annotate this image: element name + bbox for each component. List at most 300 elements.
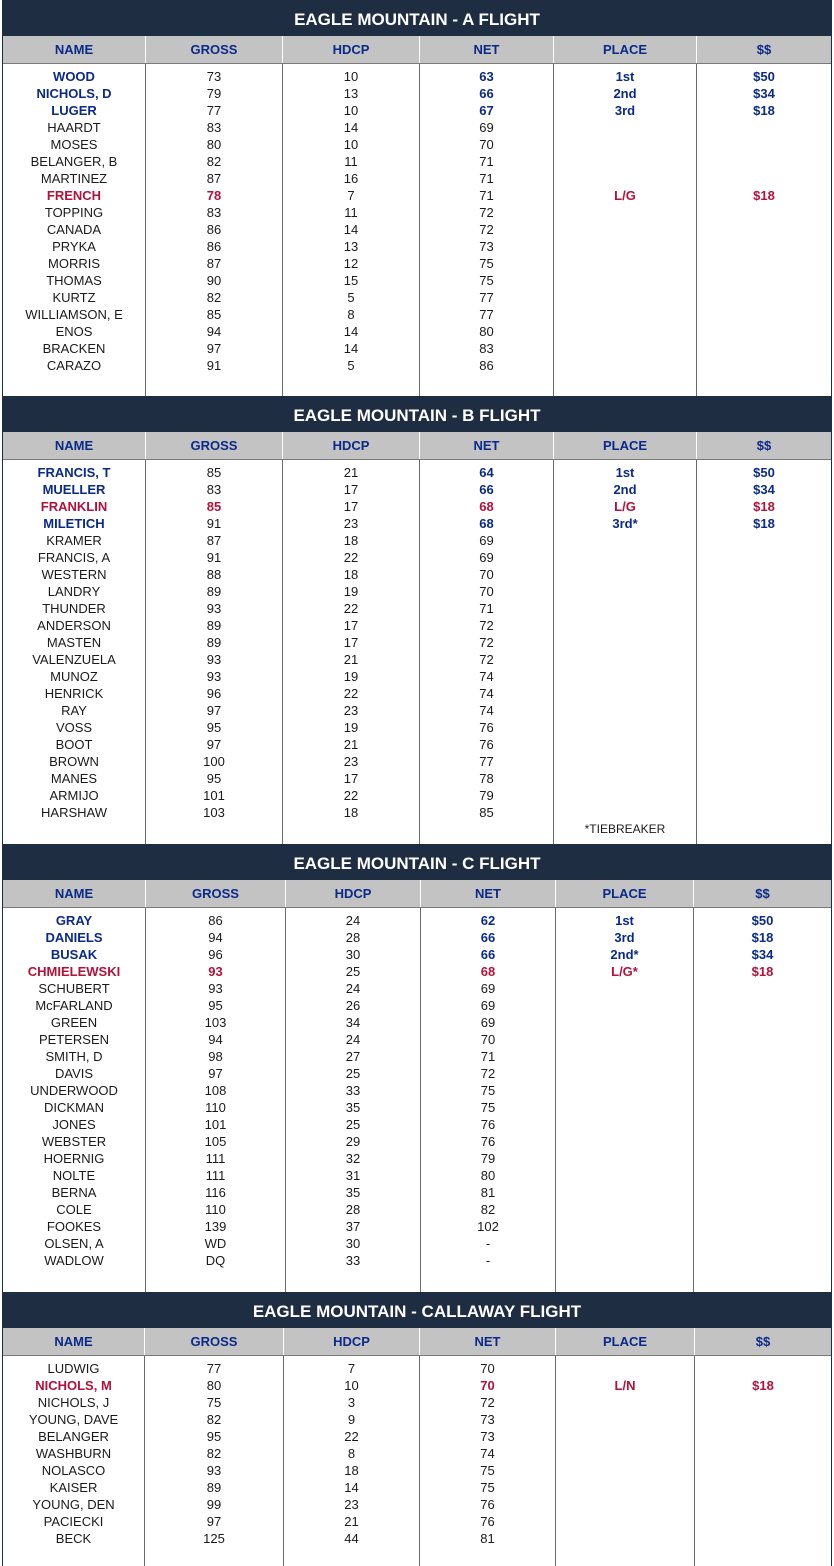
cell-gross: 95 <box>206 1429 222 1444</box>
cell-net: 68 <box>479 499 494 514</box>
cell-gross: 77 <box>206 1361 222 1376</box>
cell-place <box>554 119 696 136</box>
cell-place: 2nd <box>613 86 637 101</box>
cell-name: NICHOLS, D <box>36 86 112 101</box>
cell-hdcp: 3 <box>347 1395 356 1410</box>
cell-hdcp: 14 <box>343 341 359 356</box>
cell-name: HARSHAW <box>41 805 107 820</box>
cell-net: 70 <box>480 1032 496 1047</box>
cell-net: 66 <box>480 930 496 945</box>
cell-gross: 89 <box>206 1480 222 1495</box>
column-header-hdcp: HDCP <box>286 880 421 907</box>
cell-net: 76 <box>480 1134 496 1149</box>
cell-net: 72 <box>479 635 494 650</box>
column-header-row <box>3 432 831 460</box>
cell-gross: 96 <box>208 947 223 962</box>
column-header-net: NET <box>421 880 556 907</box>
cell-hdcp: 18 <box>344 1463 359 1478</box>
cell-money <box>697 600 831 617</box>
cell-net: 75 <box>480 1083 496 1098</box>
cell-money <box>695 1445 831 1462</box>
cell-place <box>556 1530 694 1547</box>
cell-place <box>554 702 696 719</box>
cell-net: 82 <box>480 1202 496 1217</box>
cell-gross: 85 <box>206 307 222 322</box>
column-place <box>554 64 697 396</box>
cell-place <box>554 221 696 238</box>
cell-hdcp: 14 <box>343 222 359 237</box>
cell-net: 66 <box>479 482 494 497</box>
cell-money <box>695 1428 831 1445</box>
cell-gross: 93 <box>208 981 223 996</box>
cell-net: 74 <box>479 703 494 718</box>
cell-money <box>697 204 831 221</box>
cell-money <box>694 1133 831 1150</box>
cell-hdcp: 15 <box>343 273 359 288</box>
cell-net: 79 <box>479 788 494 803</box>
column-header-hdcp: HDCP <box>284 1328 420 1355</box>
cell-gross: 100 <box>203 754 225 769</box>
cell-money <box>697 549 831 566</box>
cell-hdcp: 8 <box>347 307 355 322</box>
cell-place <box>554 566 696 583</box>
cell-gross: 139 <box>204 1219 227 1234</box>
column-header-row <box>3 1328 831 1356</box>
cell-place <box>554 651 696 668</box>
cell-place <box>556 1031 693 1048</box>
cell-name: MARTINEZ <box>40 171 108 186</box>
cell-gross: 101 <box>203 788 225 803</box>
cell-net: 77 <box>479 290 494 305</box>
column-money <box>694 908 831 1292</box>
cell-name: MUELLER <box>42 482 106 497</box>
cell-place <box>554 238 696 255</box>
cell-place <box>554 583 696 600</box>
cell-name: BELANGER <box>38 1429 109 1444</box>
cell-gross: 87 <box>206 171 222 186</box>
cell-hdcp: 19 <box>343 584 359 599</box>
cell-money <box>694 1201 831 1218</box>
flight-section <box>2 1292 832 1566</box>
cell-name: ENOS <box>55 324 93 339</box>
cell-hdcp: 9 <box>347 1412 356 1427</box>
cell-hdcp: 17 <box>343 635 359 650</box>
cell-net: 78 <box>479 771 494 786</box>
column-header-gross: GROSS <box>146 432 283 459</box>
column-header-hdcp: HDCP <box>283 36 420 63</box>
cell-net: 72 <box>479 618 494 633</box>
flight-table-body <box>3 460 831 844</box>
cell-name: DAVIS <box>54 1066 94 1081</box>
cell-net: 70 <box>479 567 494 582</box>
cell-name: PACIECKI <box>43 1514 104 1529</box>
column-place <box>554 460 697 844</box>
cell-name: WADLOW <box>44 1253 104 1268</box>
cell-money <box>695 1360 831 1377</box>
column-net <box>421 908 556 1292</box>
cell-name: MORRIS <box>48 256 100 271</box>
cell-money <box>697 719 831 736</box>
cell-net: 77 <box>479 754 494 769</box>
cell-hdcp: 44 <box>344 1531 359 1546</box>
cell-net: 83 <box>479 341 494 356</box>
cell-money <box>697 153 831 170</box>
cell-place <box>554 753 696 770</box>
cell-place <box>556 1360 694 1377</box>
cell-gross: 103 <box>204 1015 227 1030</box>
cell-place: 3rd* <box>612 516 638 531</box>
cell-name: KRAMER <box>46 533 102 548</box>
results-page <box>2 0 832 1566</box>
cell-money: $18 <box>753 103 775 118</box>
cell-place: 1st <box>615 465 635 480</box>
cell-gross: 89 <box>206 635 222 650</box>
cell-net: 68 <box>480 964 496 979</box>
cell-net: 62 <box>480 913 496 928</box>
cell-net: 76 <box>479 737 494 752</box>
cell-net: 69 <box>479 550 494 565</box>
cell-gross: 77 <box>206 103 222 118</box>
cell-hdcp: 37 <box>345 1219 361 1234</box>
cell-hdcp: 33 <box>345 1253 361 1268</box>
column-place <box>556 908 694 1292</box>
column-money <box>697 64 831 396</box>
column-header-net: NET <box>420 36 554 63</box>
cell-name: VALENZUELA <box>32 652 116 667</box>
cell-hdcp: 33 <box>345 1083 361 1098</box>
cell-place <box>556 1133 693 1150</box>
cell-money <box>697 119 831 136</box>
cell-name: SMITH, D <box>45 1049 103 1064</box>
cell-hdcp: 22 <box>343 788 359 803</box>
cell-net: 81 <box>480 1531 495 1546</box>
cell-hdcp: 10 <box>343 103 359 118</box>
flight-title: EAGLE MOUNTAIN - A FLIGHT <box>3 0 831 36</box>
cell-money <box>697 651 831 668</box>
column-header-money: $$ <box>756 438 772 453</box>
column-gross <box>146 64 283 396</box>
cell-place <box>556 1048 693 1065</box>
cell-place: 2nd <box>613 482 637 497</box>
cell-gross: DQ <box>205 1253 226 1268</box>
cell-hdcp: 24 <box>345 913 361 928</box>
cell-money <box>697 306 831 323</box>
cell-gross: 83 <box>206 205 222 220</box>
cell-hdcp: 19 <box>343 669 359 684</box>
cell-gross: 111 <box>205 1151 226 1166</box>
flight-section <box>2 0 832 396</box>
cell-place: L/G <box>614 188 636 203</box>
flight-title: EAGLE MOUNTAIN - B FLIGHT <box>3 396 831 432</box>
cell-gross: 90 <box>206 273 222 288</box>
cell-gross: 99 <box>206 1497 222 1512</box>
cell-place <box>556 997 693 1014</box>
cell-money <box>694 1167 831 1184</box>
cell-money <box>695 1394 831 1411</box>
cell-money <box>694 1014 831 1031</box>
cell-place: 1st <box>615 913 634 928</box>
cell-hdcp: 23 <box>343 703 359 718</box>
column-header-gross: GROSS <box>145 1328 284 1355</box>
cell-place <box>556 1462 694 1479</box>
cell-net: - <box>485 1253 491 1268</box>
cell-place: 1st <box>615 69 635 84</box>
cell-money <box>694 1116 831 1133</box>
cell-gross: 78 <box>206 188 222 203</box>
cell-hdcp: 25 <box>345 1066 361 1081</box>
column-hdcp <box>284 1356 420 1566</box>
cell-place <box>556 1479 694 1496</box>
cell-net: 71 <box>479 601 494 616</box>
cell-hdcp: 13 <box>343 239 359 254</box>
cell-place <box>554 340 696 357</box>
cell-net: 71 <box>479 171 494 186</box>
cell-money <box>697 668 831 685</box>
cell-place <box>554 668 696 685</box>
cell-place <box>554 153 696 170</box>
cell-money: $34 <box>753 86 775 101</box>
cell-net: 71 <box>479 188 494 203</box>
cell-money <box>697 770 831 787</box>
column-header-place: PLACE <box>554 36 697 63</box>
cell-gross: 97 <box>206 737 222 752</box>
cell-hdcp: 11 <box>344 154 358 169</box>
cell-gross: 85 <box>206 465 222 480</box>
cell-place: 3rd <box>614 103 636 118</box>
cell-net: 75 <box>479 273 494 288</box>
cell-net: 70 <box>480 1378 495 1393</box>
cell-gross: 86 <box>206 222 222 237</box>
cell-gross: WD <box>204 1236 227 1251</box>
cell-money <box>697 272 831 289</box>
column-header-place: PLACE <box>556 1328 695 1355</box>
cell-place <box>556 1428 694 1445</box>
cell-place <box>556 1218 693 1235</box>
cell-name: THOMAS <box>46 273 102 288</box>
cell-place <box>556 980 693 997</box>
cell-place <box>556 1116 693 1133</box>
column-header-row <box>3 36 831 64</box>
cell-place <box>554 634 696 651</box>
cell-gross: 97 <box>206 341 222 356</box>
cell-hdcp: 14 <box>344 1480 359 1495</box>
cell-gross: 91 <box>206 516 222 531</box>
cell-name: HOERNIG <box>43 1151 105 1166</box>
tiebreaker-note: *TIEBREAKER <box>584 822 666 836</box>
cell-money: $18 <box>753 516 775 531</box>
cell-gross: 116 <box>205 1185 226 1200</box>
cell-name: BERNA <box>51 1185 97 1200</box>
cell-hdcp: 19 <box>343 720 359 735</box>
cell-name: HAARDT <box>47 120 101 135</box>
cell-money <box>694 1235 831 1252</box>
column-header-name: NAME <box>3 36 146 63</box>
cell-name: VOSS <box>55 720 93 735</box>
column-net <box>420 1356 556 1566</box>
column-header-net: NET <box>420 432 554 459</box>
cell-name: CANADA <box>46 222 102 237</box>
cell-net: 73 <box>480 1429 495 1444</box>
column-place <box>556 1356 695 1566</box>
cell-name: TOPPING <box>44 205 104 220</box>
cell-hdcp: 34 <box>345 1015 361 1030</box>
cell-gross: 93 <box>206 601 222 616</box>
cell-name: BECK <box>55 1531 92 1546</box>
column-name <box>3 1356 145 1566</box>
cell-money <box>694 1218 831 1235</box>
cell-place <box>554 736 696 753</box>
cell-money <box>695 1479 831 1496</box>
cell-money <box>697 221 831 238</box>
cell-name: SCHUBERT <box>38 981 110 996</box>
cell-hdcp: 31 <box>345 1168 361 1183</box>
cell-place <box>556 1513 694 1530</box>
cell-net: 72 <box>480 1066 496 1081</box>
cell-hdcp: 28 <box>345 930 361 945</box>
cell-name: UNDERWOOD <box>30 1083 118 1098</box>
cell-net: 69 <box>480 998 496 1013</box>
cell-money <box>694 1252 831 1269</box>
cell-place <box>556 1496 694 1513</box>
cell-name: BROWN <box>49 754 99 769</box>
cell-net: 69 <box>479 120 494 135</box>
cell-gross: 80 <box>206 1378 222 1393</box>
cell-name: JONES <box>52 1117 96 1132</box>
cell-hdcp: 5 <box>347 358 355 373</box>
cell-gross: 88 <box>206 567 222 582</box>
cell-hdcp: 35 <box>345 1100 361 1115</box>
cell-place: L/G <box>614 499 636 514</box>
cell-money <box>697 289 831 306</box>
column-hdcp <box>283 64 420 396</box>
column-name <box>3 460 146 844</box>
cell-money <box>697 634 831 651</box>
cell-net: 74 <box>479 686 494 701</box>
flight-title: EAGLE MOUNTAIN - C FLIGHT <box>3 844 831 880</box>
cell-hdcp: 28 <box>345 1202 361 1217</box>
cell-gross: 91 <box>206 550 222 565</box>
cell-gross: 110 <box>205 1100 226 1115</box>
cell-hdcp: 16 <box>343 171 359 186</box>
cell-net: 67 <box>479 103 494 118</box>
cell-name: YOUNG, DEN <box>32 1497 115 1512</box>
cell-place <box>554 617 696 634</box>
cell-hdcp: 18 <box>343 533 359 548</box>
column-header-name: NAME <box>3 432 146 459</box>
cell-money <box>697 736 831 753</box>
cell-gross: 108 <box>204 1083 227 1098</box>
cell-name: NICHOLS, M <box>35 1378 112 1393</box>
cell-money <box>697 804 831 821</box>
cell-net: 75 <box>480 1100 496 1115</box>
cell-net: 76 <box>480 1514 495 1529</box>
cell-place <box>554 770 696 787</box>
cell-net: 102 <box>477 1219 499 1234</box>
cell-name: PETERSEN <box>38 1032 110 1047</box>
cell-place <box>556 1235 693 1252</box>
cell-net: 69 <box>480 1015 496 1030</box>
flight-section <box>2 396 832 844</box>
cell-money: $34 <box>753 482 775 497</box>
cell-net: 72 <box>480 1395 495 1410</box>
cell-place <box>556 1082 693 1099</box>
cell-name: FOOKES <box>46 1219 102 1234</box>
cell-hdcp: 17 <box>343 771 359 786</box>
cell-name: FRANCIS, T <box>37 465 111 480</box>
cell-place: 3rd <box>614 930 635 945</box>
cell-net: 69 <box>479 533 494 548</box>
cell-gross: 93 <box>206 652 222 667</box>
cell-hdcp: 11 <box>344 205 358 220</box>
cell-gross: 86 <box>208 913 223 928</box>
cell-money: $34 <box>751 947 774 962</box>
cell-name: BUSAK <box>50 947 98 962</box>
cell-name: LUGER <box>51 103 97 118</box>
cell-gross: 82 <box>206 1412 222 1427</box>
cell-hdcp: 7 <box>347 188 355 203</box>
cell-name: BRACKEN <box>42 341 106 356</box>
cell-hdcp: 32 <box>345 1151 361 1166</box>
cell-place <box>556 1150 693 1167</box>
column-money <box>695 1356 831 1566</box>
cell-place <box>556 1394 694 1411</box>
cell-place <box>556 1065 693 1082</box>
cell-place <box>554 600 696 617</box>
cell-place <box>554 323 696 340</box>
column-header-name: NAME <box>3 1328 145 1355</box>
cell-gross: 97 <box>206 703 222 718</box>
cell-gross: 83 <box>206 120 222 135</box>
cell-net: 66 <box>480 947 496 962</box>
cell-net: 71 <box>480 1049 496 1064</box>
cell-money: $18 <box>751 930 774 945</box>
cell-net: 72 <box>479 222 494 237</box>
cell-hdcp: 18 <box>343 805 359 820</box>
cell-place: L/N <box>614 1378 636 1393</box>
cell-net: 66 <box>479 86 494 101</box>
cell-gross: 87 <box>206 256 222 271</box>
cell-net: 75 <box>480 1480 495 1495</box>
cell-money <box>697 685 831 702</box>
cell-name: FRANCIS, A <box>37 550 111 565</box>
column-header-money: $$ <box>756 42 772 57</box>
flight-title: EAGLE MOUNTAIN - CALLAWAY FLIGHT <box>3 1292 831 1328</box>
column-header-net: NET <box>420 1328 556 1355</box>
cell-hdcp: 10 <box>343 137 359 152</box>
cell-place <box>554 532 696 549</box>
flight-section <box>2 844 832 1292</box>
cell-net: 76 <box>480 1497 495 1512</box>
cell-money <box>697 583 831 600</box>
column-net <box>420 64 554 396</box>
cell-name: THUNDER <box>42 601 106 616</box>
cell-name: MUNOZ <box>50 669 98 684</box>
cell-name: GRAY <box>55 913 93 928</box>
cell-place <box>556 1201 693 1218</box>
cell-money <box>694 1031 831 1048</box>
column-header-name: NAME <box>3 880 146 907</box>
cell-name: NOLASCO <box>41 1463 106 1478</box>
cell-name: YOUNG, DAVE <box>28 1412 119 1427</box>
cell-net: 75 <box>479 256 494 271</box>
cell-net: 72 <box>479 652 494 667</box>
cell-name: MILETICH <box>43 516 105 531</box>
cell-name: FRANKLIN <box>40 499 108 514</box>
cell-hdcp: 12 <box>343 256 359 271</box>
cell-gross: 95 <box>208 998 223 1013</box>
cell-hdcp: 17 <box>343 499 359 514</box>
cell-hdcp: 8 <box>347 1446 356 1461</box>
